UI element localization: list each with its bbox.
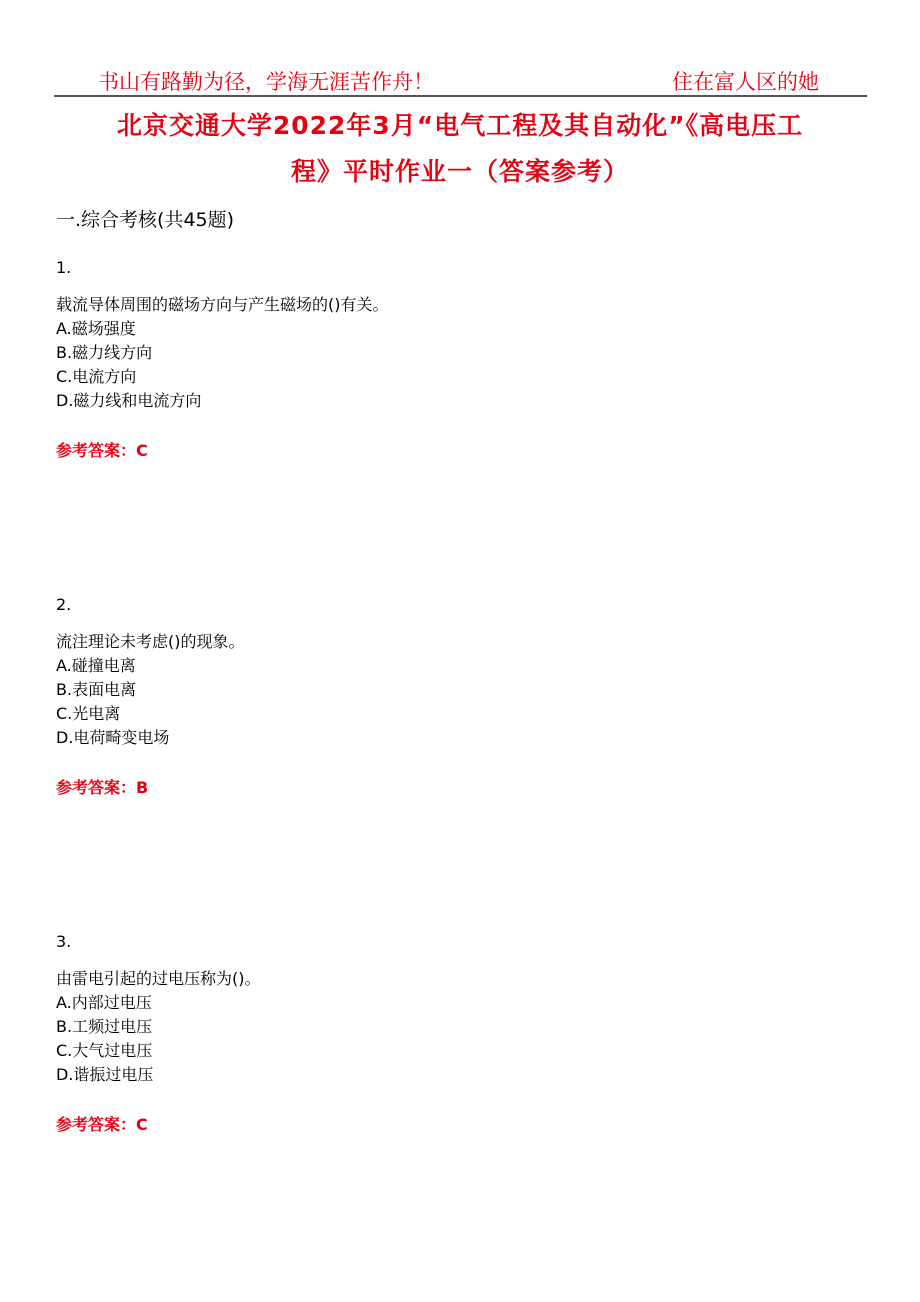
question-stem: 载流导体周围的磁场方向与产生磁场的()有关。: [56, 295, 389, 314]
answer-option: D.电荷畸变电场: [56, 728, 170, 747]
reference-answer: 参考答案：B: [56, 778, 149, 797]
answer-option: C.大气过电压: [56, 1041, 153, 1060]
document-title-line1: 北京交通大学2022年3月“电气工程及其自动化”《高电压工: [116, 111, 804, 140]
answer-option: A.碰撞电离: [56, 656, 136, 675]
answer-option: B.工频过电压: [56, 1017, 153, 1036]
header-author: 住在富人区的她: [672, 70, 819, 94]
reference-answer: 参考答案：C: [56, 1115, 148, 1134]
question-stem: 流注理论未考虑()的现象。: [56, 632, 245, 651]
question-number: 3.: [56, 932, 72, 951]
answer-option: A.磁场强度: [56, 319, 136, 338]
section-heading: 一.综合考核(共45题): [56, 209, 235, 231]
document-title-line2: 程》平时作业一（答案参考）: [290, 157, 629, 186]
answer-option: B.磁力线方向: [56, 343, 153, 362]
answer-option: D.磁力线和电流方向: [56, 391, 202, 410]
answer-option: D.谐振过电压: [56, 1065, 154, 1084]
question-stem: 由雷电引起的过电压称为()。: [56, 969, 261, 988]
header-motto: 书山有路勤为径，学海无涯苦作舟！: [98, 70, 434, 94]
header-divider: [54, 95, 867, 97]
reference-answer: 参考答案：C: [56, 441, 148, 460]
answer-option: C.光电离: [56, 704, 121, 723]
answer-option: B.表面电离: [56, 680, 137, 699]
question-number: 1.: [56, 258, 72, 277]
answer-option: C.电流方向: [56, 367, 137, 386]
question-number: 2.: [56, 595, 72, 614]
answer-option: A.内部过电压: [56, 993, 152, 1012]
